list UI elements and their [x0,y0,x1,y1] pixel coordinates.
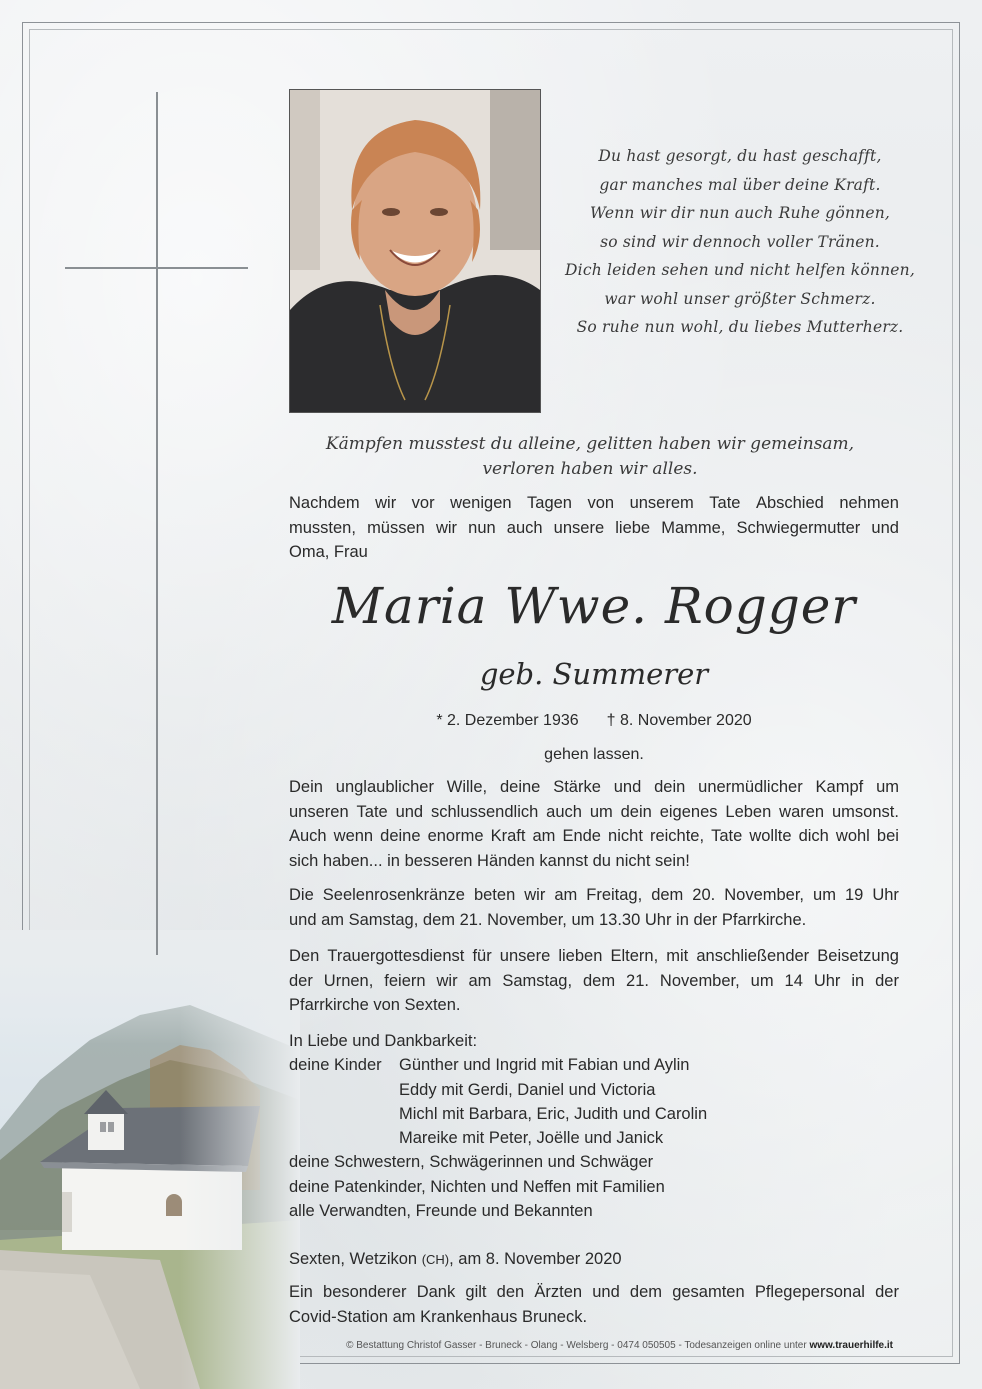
place-names: Sexten, Wetzikon [289,1250,418,1268]
paragraph-rosary [289,883,899,932]
paragraph-thanks [289,1280,899,1329]
footer-text: © Bestattung Christof Gasser - Bruneck - Olang - Welsberg - 0474 050505 - Todesanzeigen online unter [346,1340,810,1351]
relatives-line: deine Schwestern, Schwägerinnen und Schwäger [289,1153,654,1172]
intro-line: Nachdem wir vor wenigen Tagen von unserem Tate Abschied nehmen [289,494,899,512]
chapel-landscape-image [0,930,300,1389]
place-date: , am 8. November 2020 [449,1250,622,1268]
footer-link[interactable]: www.trauerhilfe.it [809,1340,893,1351]
intro-text [289,491,899,565]
country-code: (CH) [421,1252,450,1267]
place-and-date [289,1247,622,1273]
poem-line: gar manches mal über deine Kraft. [599,175,881,194]
paragraph-line: Den Trauergottesdienst für unsere lieben Eltern, mit anschließender Beisetzung [289,947,899,965]
poem-line: Wenn wir dir nun auch Ruhe gönnen, [589,204,891,222]
poem-line: Dich leiden sehen und nicht helfen können, [565,261,915,279]
paragraph-line: und am Samstag, dem 21. November, um 13.30 Uhr in der Pfarrkirche. [289,910,807,929]
poem-line: So ruhe nun wohl, du liebes Mutterherz. [576,318,904,336]
paragraph-line: Pfarrkirche von Sexten. [289,996,461,1014]
life-dates [289,709,899,734]
paragraph-line: Dein unglaublicher Wille, deine Stärke und dein unermüdlicher Kampf um [289,778,899,796]
motto-line: verloren haben wir alles. [482,459,698,479]
paragraph-line: Die Seelenrosenkränze beten wir am Freitag, dem 20. November, um 19 Uhr [289,886,899,904]
poem-line: Du hast gesorgt, du hast geschafft, [598,147,882,165]
poem [560,142,920,342]
child-family: Michl mit Barbara, Eric, Judith und Carolin [399,1104,708,1123]
family-heading: In Liebe und Dankbarkeit: [289,1032,478,1050]
cross-horizontal-bar [65,267,248,269]
paragraph-line: unseren Tate und schlussendlich auch um dein eigenes Leben waren umsonst. [289,802,899,821]
poem-line: war wohl unser größter Schmerz. [604,289,876,308]
paragraph-line: Covid-Station am Krankenhaus Bruneck. [289,1307,588,1326]
child-family: Günther und Ingrid mit Fabian und Aylin [399,1056,690,1075]
cross-vertical-bar [156,92,158,955]
death-date: † 8. November 2020 [606,712,752,729]
birth-date: * 2. Dezember 1936 [436,712,579,729]
children-label: deine Kinder [289,1056,382,1075]
paragraph-line: Ein besonderer Dank gilt den Ärzten und dem gesamten Pflegepersonal der [289,1283,899,1301]
child-family: Eddy mit Gerdi, Daniel und Victoria [399,1080,656,1099]
paragraph-line: sich haben... in besseren Händen kannst du nicht sein! [289,851,690,870]
motto [290,432,890,482]
motto-line: Kämpfen musstest du alleine, gelitten haben wir gemeinsam, [325,434,855,454]
family-list [289,1029,909,1223]
intro-line: Oma, Frau [289,543,368,561]
poem-line: so sind wir dennoch voller Tränen. [600,232,880,251]
paragraph-line: Auch wenn deine enorme Kraft am Ende nicht reichte, Tate wollte dich wohl bei [289,827,899,845]
goodbye-text: gehen lassen. [544,746,644,763]
child-family: Mareike mit Peter, Joëlle und Janick [399,1129,664,1148]
paragraph-tribute [289,775,899,873]
paragraph-line: der Urnen, feiern wir am Samstag, dem 21. November, um 14 Uhr in der [289,971,899,990]
deceased-name: Maria Wwe. Rogger [331,577,857,635]
paragraph-funeral-service [289,944,899,1018]
footer-credit [289,1340,893,1351]
relatives-line: alle Verwandten, Freunde und Bekannten [289,1202,593,1221]
maiden-name: geb. Summerer [479,657,709,691]
intro-line: mussten, müssen wir nun auch unsere liebe Mamme, Schwiegermutter und [289,518,899,537]
relatives-line: deine Patenkinder, Nichten und Neffen mit Familien [289,1177,665,1196]
portrait-photo [289,89,541,413]
